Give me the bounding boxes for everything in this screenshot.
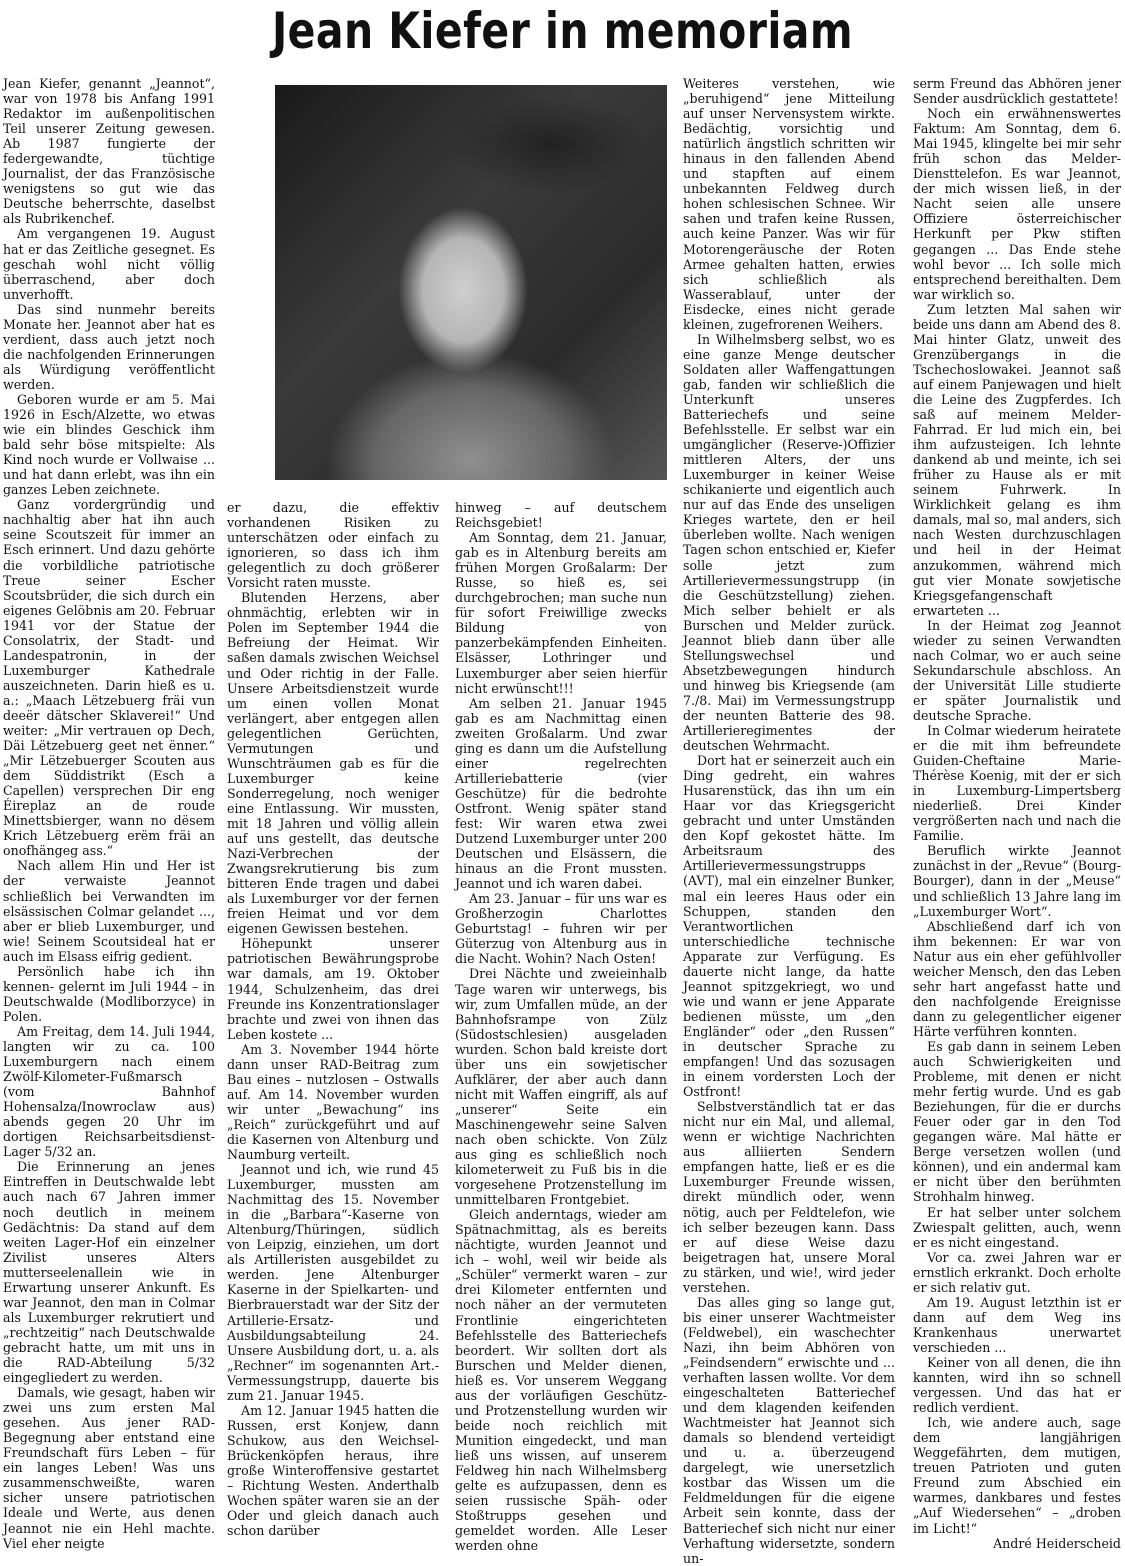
paragraph: Gleich anderntags, wieder am Spätnachmittag, als es bereits nächtigte, wurden Jeannot und ich – wohl, weil wir beide als „Schüler“ vermerkt waren – zur drei Kilometer entfernten und noch näher an der vermuteten Frontlinie eingerichteten Befehlsstelle des Batteriechefs beordert. Wir sollten dort als Burschen und Melder dienen, hieß es. Vor unserem Weggang aus der vorläufigen Geschütz- und Protzenstellung wurden wir beide noch reichlich mit Munition eingedeckt, und man ließ uns wissen, auf unserem Feldweg hin nach Wilhelmsberg gelte es aufzupassen, denn es seien russische Späh- oder Stoßtrupps gesehen und gemeldet worden. Alle Leser werden ohne <box>455 1207 667 1554</box>
paragraph: Das alles ging so lange gut, bis einer unserer Wachtmeister (Feldwebel), ein waschechter Nazi, ihn beim Abhören von „Feindsendern“ erwischte und ... verhaften lassen wollte. Vor dem eingeschalteten Batteriechef und dem klagenden keifenden Wachtmeister hat Jeannot sich damals so blendend verteidigt und u. a. überzeugend dargelegt, wie unersetzlich kostbar das Wissen um die Feldmeldungen für die eigene Arbeit sein konnte, dass der Batteriechef sich nicht nur einer Verhaftung widersetzte, sondern un- <box>683 1294 895 1566</box>
paragraph: Am 3. November 1944 hörte dann unser RAD-Beitrag zum Bau eines – nutzlosen – Ostwalls auf. Am 14. November wurden wir unter „Bewachung“ ins „Reich“ zurückgeführt und auf die Kasernen von Altenburg und Naumburg verteilt. <box>227 1041 439 1163</box>
paragraph: Ich, wie andere auch, sage dem langjährigen Weggefährten, dem mutigen, treuen Patrioten und guten Freund zum Abschied ein warmes, dankbares und festes „Auf Wiedersehen“ – „droben im Licht!“ <box>913 1415 1121 1536</box>
paragraph: Die Erinnerung an jenes Eintreffen in Deutschwalde lebt auch nach 67 Jahren immer noch deutlich in meinem Gedächtnis: Da stand auf dem weiten Lager-Hof ein einzelner Zivilist unseres Alters mutterseelenallein wie in Erwartung unserer Ankunft. Es war Jeannot, den man in Colmar als Luxemburger rekrutiert und „rechtzeitig“ nach Deutschwalde gebracht hatte, um mit uns in die RAD-Abteilung 5/32 eingegliedert zu werden. <box>3 1159 215 1386</box>
paragraph: Vor ca. zwei Jahren war er ernstlich erkrankt. Doch erholte er sich relativ gut. <box>913 1249 1121 1295</box>
paragraph: Höhepunkt unserer patriotischen Bewährungsprobe war damals, am 19. Oktober 1944, Schulzenheim, das drei Freunde ins Konzentrationslager brachte und zwei von ihnen das Leben kostete ... <box>227 936 439 1042</box>
paragraph: Blutenden Herzens, aber ohnmächtig, erlebten wir in Polen im September 1944 die Befreiung der Heimat. Wir saßen damals zwischen Weichsel und Oder richtig in der Falle. Unsere Arbeitsdienstzeit wurde um einen vollen Monat verlängert, aber entgegen allen gelegentlichen Gerüchten, Vermutungen und Wunschträumen gab es für die Luxemburger keine Sonderregelung, noch weniger eine Entlassung. Wir mussten, mit 18 Jahren und völlig allein auf uns gestellt, das deutsche Nazi-Verbrechen der Zwangsrekrutierung bis zum bitteren Ende tragen und dabei als Luxemburger vor der fernen freien Heimat und vor dem eigenen Gewissen bestehen. <box>227 590 439 937</box>
paragraph: Selbstverständlich tat er das nicht nur ein Mal, und allemal, wenn er wichtige Nachrichten aus alliierten Sendern empfangen hatte, ließ er es die Luxemburger Freunde wissen, direkt mündlich oder, wenn nötig, auch per Feldtelefon, wie ich selber bezeugen kann. Dass er auf diese Weise dazu beigetragen hat, unsere Moral zu stärken, und wie!, wird jeder verstehen. <box>683 1099 895 1295</box>
article-column-5 <box>913 76 1121 1552</box>
paragraph: Beruflich wirkte Jeannot zunächst in der „Revue“ (Bourg-Bourger), dann in der „Meuse“ und schließlich 13 Jahre lang im „Luxemburger Wort“. <box>913 843 1121 919</box>
paragraph: Nach allem Hin und Her ist der verwaiste Jeannot schließlich bei Verwandten im elsässischen Colmar gelandet ..., aber er blieb Luxemburger, und wie! Seinem Scoutsideal hat er auch im Elsass eifrig gedient. <box>3 858 215 964</box>
paragraph: Am selben 21. Januar 1945 gab es am Nachmittag einen zweiten Großalarm. Und zwar ging es dann um die Aufstellung einer regelrechten Artilleriebatterie (vier Geschütze) für die bedrohte Ostfront. Wenig später stand fest: Wir waren etwa zwei Dutzend Luxemburger unter 200 Deutschen und Elsässern, die hinaus an die Front mussten. Jeannot und ich waren dabei. <box>455 695 667 892</box>
paragraph: Drei Nächte und zweieinhalb Tage waren wir unterwegs, bis wir, zum Umfallen müde, an der Bahnhofsrampe von Zülz (Südostschlesien) ausgeladen wurden. Schon bald kreiste dort über uns ein sowjetischer Aufklärer, der aber auch dann nicht mit Waffen eingriff, als auf „unserer“ Seite ein Maschinengewehr seine Salven nach oben schickte. Von Zülz aus ging es schließlich noch kilometerweit zu Fuß bis in die vorgesehene Protzenstellung im unmittelbaren Frontgebiet. <box>455 966 667 1208</box>
paragraph: Noch ein erwähnenswertes Faktum: Am Sonntag, dem 6. Mai 1945, klingelte bei mir sehr früh schon das Melder-Diensttelefon. Es war Jeannot, der mich wissen ließ, in der Nacht seien alle unsere Offiziere österreichischer Herkunft per Pkw stiften gegangen ... Das Ende stehe wohl bevor ... Ich solle mich entsprechend bereithalten. Dem war wirklich so. <box>913 106 1121 302</box>
article-column-4 <box>683 76 895 1566</box>
article-column-3 <box>455 500 667 1552</box>
paragraph: Am Freitag, dem 14. Juli 1944, langten wir zu ca. 100 Luxemburgern nach einem Zwölf-Kilometer-Fußmarsch (vom Bahnhof Hohensalza/Inowroclaw aus) abends gegen 20 Uhr im dortigen Reichsarbeitsdienst-Lager 5/32 an. <box>3 1023 215 1160</box>
paragraph: Damals, wie gesagt, haben wir zwei uns zum ersten Mal gesehen. Aus jener RAD-Begegnung aber entstand eine Freundschaft fürs Leben – für ein langes Leben! Was uns zusammenschweißte, waren sicher unsere patriotischen Ideale und Werte, aus denen Jeannot nie ein Hehl machte. Viel eher neigte <box>3 1385 215 1551</box>
paragraph: In Colmar wiederum heiratete er die mit ihm befreundete Guiden-Cheftaine Marie-Thérèse Koenig, mit der er sich in Luxemburg-Limpertsberg niederließ. Drei Kinder vergrößerten nach und nach die Familie. <box>913 723 1121 844</box>
article-column-1 <box>3 76 215 1552</box>
headline: Jean Kiefer in memoriam <box>272 2 853 60</box>
paragraph: er dazu, die effektiv vorhandenen Risiken zu unterschätzen oder einfach zu ignorieren, so dass ich ihm gelegentlich zu doch größerer Vorsicht raten musste. <box>227 500 439 591</box>
paragraph: Am Sonntag, dem 21. Januar, gab es in Altenburg bereits am frühen Morgen Großalarm: Der Russe, so hieß es, sei durchgebrochen; man suche nun für sofort Freiwillige zwecks Bildung von panzerbekämpfenden Einheiten. Elsässer, Lothringer und Luxemburger aber seien hierfür nicht erwünscht!!! <box>455 530 667 696</box>
paragraph: Er hat selber unter solchem Zwiespalt gelitten, auch, wenn er es nicht eingestand. <box>913 1204 1121 1250</box>
paragraph: Geboren wurde er am 5. Mai 1926 in Esch/Alzette, wo etwas wie ein blindes Geschick ihm bald sehr böse mitspielte: Als Kind noch wurde er Vollwaise ... und hat dann erlebt, was ihn ein ganzes Leben zeichnete. <box>3 391 215 498</box>
paragraph: hinweg – auf deutschem Reichsgebiet! <box>455 500 667 531</box>
paragraph: In Wilhelmsberg selbst, wo es eine ganze Menge deutscher Soldaten aller Waffengattungen gab, fanden wir schließlich die Unterkunft unseres Batteriechefs und seine Befehlsstelle. Er selbst war ein umgänglicher (Reserve-)Offizier mittleren Alters, der uns Luxemburger in keiner Weise schikanierte und eigentlich auch nur auf das Ende des unseligen Krieges wartete, den er heil überleben wollte. Nach wenigen Tagen schon entschied er, Kiefer solle jetzt zum Artillerievermessungstrupp (in die Geschützstellung) ziehen. Mich selber behielt er als Burschen und Melder zurück. Jeannot blieb dann über alle Stellungswechsel und Absetzbewegungen hindurch und hinweg bis Kriegsende (am 7./8. Mai) im Vermessungstrupp der neunten Batterie des 98. Artillerieregimentes der deutschen Wehrmacht. <box>683 331 895 754</box>
paragraph: Es gab dann in seinem Leben auch Schwierigkeiten und Probleme, mit denen er nicht mehr fertig wurde. Und es gab Beziehungen, für die er durchs Feuer oder gar in den Tod gegangen wäre. Mal hätte er Berge versetzen wollen (und können), und ein andermal kam er nicht über den berühmten Strohhalm hinweg. <box>913 1039 1121 1205</box>
paragraph: Persönlich habe ich ihn kennen- gelernt im Juli 1944 – in Deutschwalde (Modliborzyce) in Polen. <box>3 963 215 1024</box>
paragraph: Am 19. August letzthin ist er dann auf dem Weg ins Krankenhaus unerwartet verschieden ... <box>913 1294 1121 1355</box>
paragraph: Jeannot und ich, wie rund 45 Luxemburger, mussten am Nachmittag des 15. November in die „Barbara“-Kaserne von Altenburg/Thüringen, südlich von Leipzig, einziehen, um dort als Artilleristen ausgebildet zu werden. Jene Altenburger Kaserne in der Spielkarten- und Bierbrauerstadt war der Sitz der Artillerie-Ersatz- und Ausbildungsabteilung 24. Unsere Ausbildung dort, u. a. als „Rechner“ im sogenannten Art.-Vermessungstrupp, dauerte bis zum 21. Januar 1945. <box>227 1162 439 1403</box>
paragraph: Dort hat er seinerzeit auch ein Ding gedreht, ein wahres Husarenstück, das ihn um ein Haar vor das Kriegsgericht gebracht und unter Umständen den Kopf gekostet hätte. Im Arbeitsraum des Artillerievermessungstrupps (AVT), mal ein einzelner Bunker, mal ein leeres Haus oder ein Schuppen, standen den Verantwortlichen unterschiedliche technische Apparate zur Verfügung. Es dauerte nicht lange, da hatte Jeannot spitzgekriegt, wo und wie und wann er jene Apparate bedienen müsste, um „den Engländer“ oder „den Russen“ in deutscher Sprache zu empfangen! Und das sozusagen in einem vordersten Loch der Ostfront! <box>683 753 895 1100</box>
portrait-photo <box>275 85 667 480</box>
paragraph: Weiteres verstehen, wie „beruhigend“ jene Mitteilung auf unser Nervensystem wirkte. Bedächtig, vorsichtig und natürlich ängstlich schritten wir hinaus in den fallenden Abend und stapften auf einem unbekannten Feldweg durch hohen schlesischen Schnee. Wir sahen und trafen keine Russen, auch keine Panzer. Was wir für Motorengeräusche der Roten Armee gehalten hatten, erwies sich schließlich als Wasserablauf, unter der Eisdecke, eines nicht gerade kleinen, zugefrorenen Weihers. <box>683 76 895 332</box>
paragraph: Am vergangenen 19. August hat er das Zeitliche gesegnet. Es geschah wohl nicht völlig überraschend, aber doch unverhofft. <box>3 226 215 302</box>
paragraph: In der Heimat zog Jeannot wieder zu seinen Verwandten nach Colmar, wo er auch seine Sekundarschule abschloss. An der Universität Lille studierte er später Journalistik und deutsche Sprache. <box>913 617 1121 723</box>
paragraph: Ganz vordergründig und nachhaltig aber hat ihn auch seine Scoutszeit für immer an Esch erinnert. Und dazu gehörte die vorbildliche patriotische Treue seiner Escher Scoutsbrüder, die sich durch ein eigenes Gelöbnis am 20. Februar 1941 vor der Statue der Consolatrix, der Stadt- und Landespatronin, in der Luxemburger Kathedrale auszeichneten. Darin hieß es u. a.: „Maach Lëtzebuerg fräi vun deeër dätscher Sklaverei!“ Und weiter: „Mir vertrauen op Dech, Däi Lëtzebuerg geet net ënner.“ „Mir Lëtzebuerger Scouten aus dem Süddistrikt (Esch a Capellen) versprechen Dir eng Éireplaz an de roude Minettsbierger, wann no dësem Krich Lëtzebuerg erëm fräi an onofhängeg ass.“ <box>3 497 215 859</box>
paragraph: Abschließend darf ich von ihm bekennen: Er war von Natur aus ein eher gefühlvoller weicher Mensch, den das Leben sehr hart angefasst hatte und den nachfolgende Ereignisse dann zu gelegentlicher eigener Härte verführen konnten. <box>913 918 1121 1039</box>
article-column-2 <box>227 500 439 1552</box>
paragraph: Am 23. Januar – für uns war es Großherzogin Charlottes Geburtstag! – fuhren wir per Güterzug von Altenburg aus in die Nacht. Wohin? Nach Osten! <box>455 891 667 967</box>
paragraph: Am 12. Januar 1945 hatten die Russen, erst Konjew, dann Schukow, aus den Weichsel-Brückenköpfen heraus, ihre große Winteroffensive gestartet – Richtung Westen. Anderthalb Wochen später waren sie an der Oder und gleich danach auch schon darüber <box>227 1402 439 1539</box>
paragraph: Das sind nunmehr bereits Monate her. Jeannot aber hat es verdient, dass auch jetzt noch die nachfolgenden Erinnerungen als Würdigung veröffentlicht werden. <box>3 301 215 392</box>
paragraph: Zum letzten Mal sahen wir beide uns dann am Abend des 8. Mai hinter Glatz, unweit des Grenzübergangs in die Tschechoslowakei. Jeannot saß auf einem Panjewagen und hielt die Leine des Zugpferdes. Ich saß auf meinem Melder-Fahrrad. Er lud mich ein, bei ihm aufzusteigen. Ich lehnte dankend ab und meinte, ich sei früher zu Hause als er mit seinem Fuhrwerk. In Wirklichkeit gelang es ihm damals, mal so, mal anders, sich nach Westen durchzuschlagen und heil in der Heimat anzukommen, während mich gut vier Monate sowjetische Kriegsgefangenschaft erwarteten ... <box>913 301 1121 618</box>
author-signature: André Heiderscheid <box>993 1535 1121 1551</box>
paragraph: serm Freund das Abhören jener Sender ausdrücklich gestattete! <box>913 76 1121 107</box>
paragraph: Keiner von all denen, die ihn kannten, wird ihn so schnell vergessen. Und das hat er redlich verdient. <box>913 1354 1121 1416</box>
paragraph: Jean Kiefer, genannt „Jeannot“, war von 1978 bis Anfang 1991 Redaktor im außenpolitischen Teil unserer Zeitung gewesen. Ab 1987 fungierte der federgewandte, tüchtige Journalist, der das Französische wenigstens so gut wie das Deutsche beherrschte, daselbst als Rubrikenchef. <box>3 76 215 227</box>
